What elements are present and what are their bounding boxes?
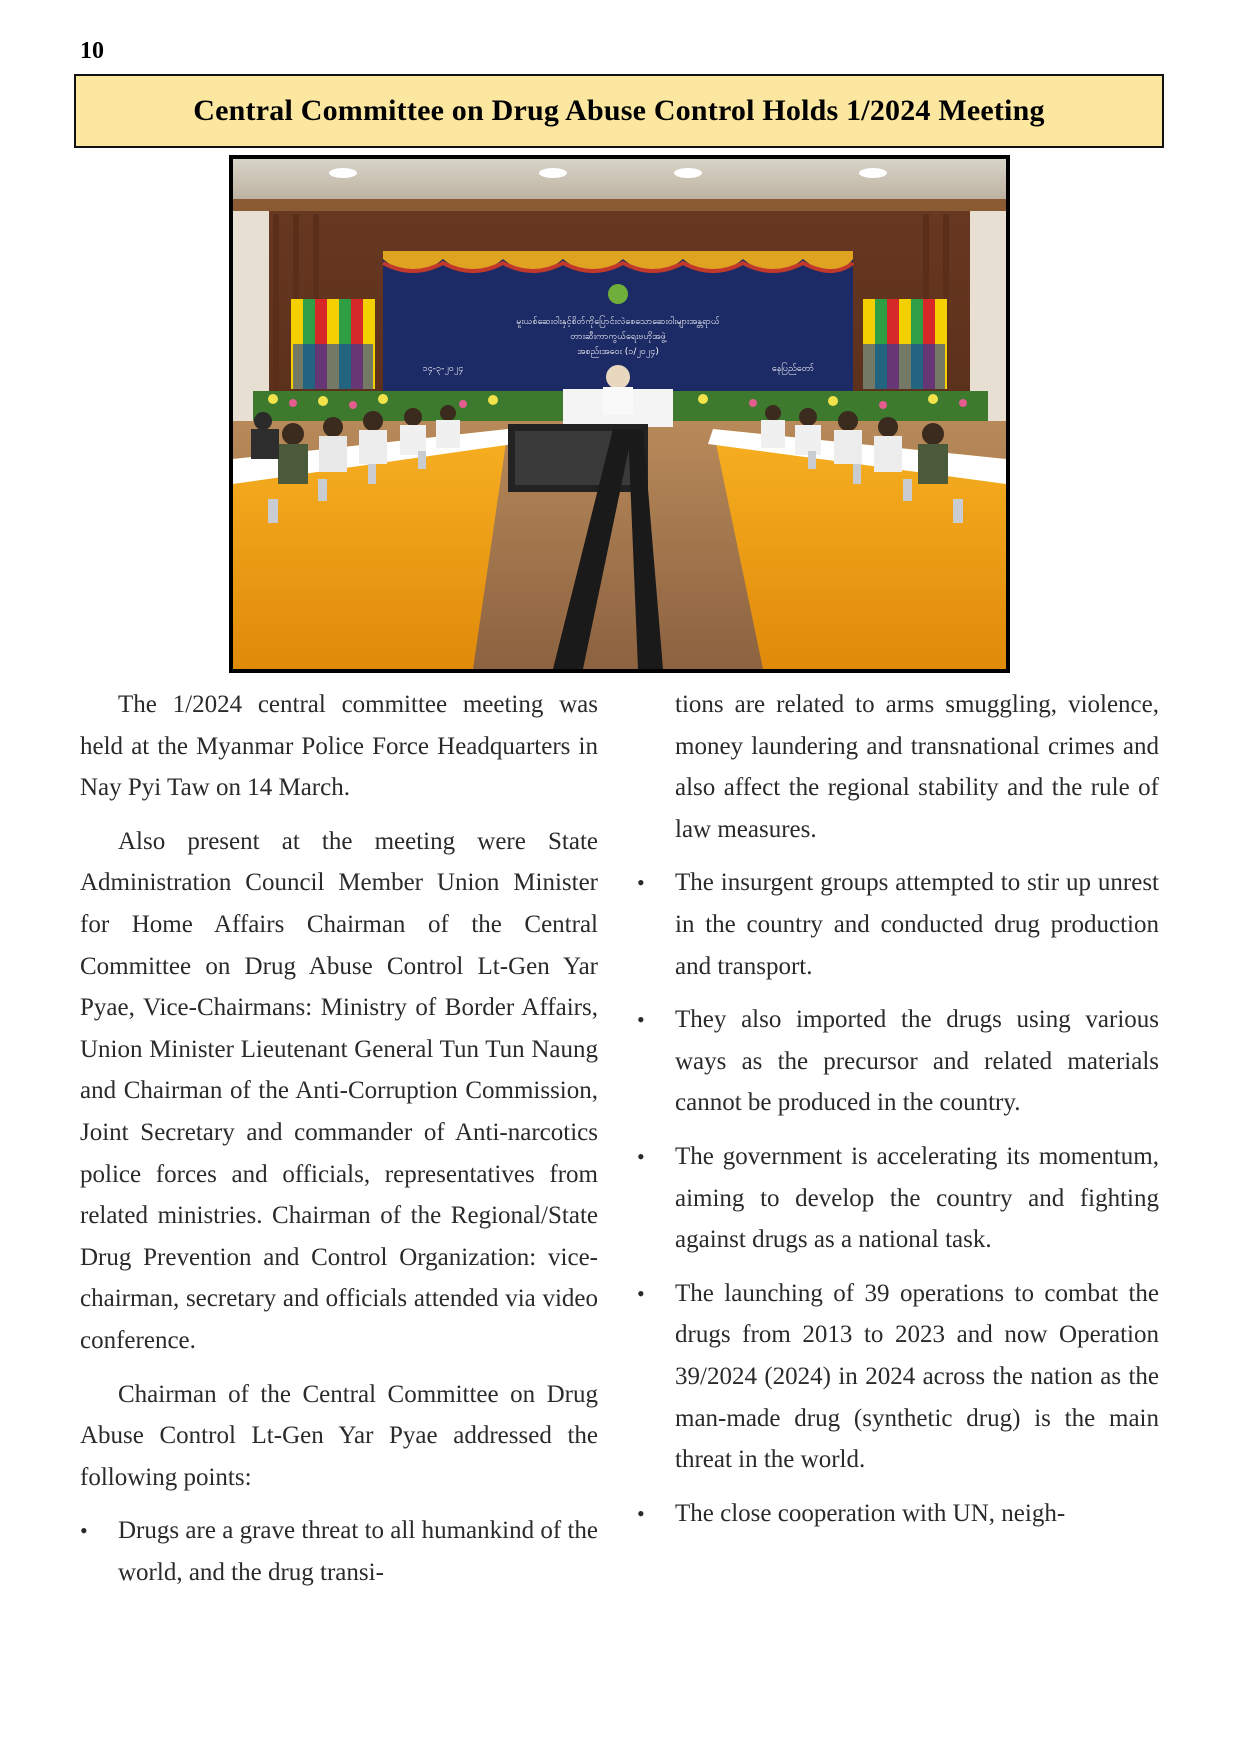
bullet-icon: • <box>637 1007 645 1033</box>
list-item <box>637 1493 1159 1535</box>
list-item <box>637 1136 1159 1261</box>
title-banner <box>74 74 1164 148</box>
banner-date: ၁၄-၃-၂၀၂၄ <box>422 364 464 374</box>
bullet-icon: • <box>80 1518 88 1544</box>
list-item <box>637 999 1159 1124</box>
paragraph-continuation: tions are related to arms smuggling, violence, money laundering and transnational crimes and also affect the regional stability and the rule of law measures. <box>675 691 1159 843</box>
list-item <box>637 862 1159 987</box>
banner-line-1: မူးယစ်ဆေးဝါးနှင့်စိတ်ကိုပြောင်းလဲစေသောဆေးဝါးများအန္တရာယ် <box>516 317 720 327</box>
bullet-icon: • <box>637 1280 645 1306</box>
paragraph-meeting: The 1/2024 central committee meeting was held at the Myanmar Police Force Headquarters in Nay Pyi Taw on 14 March. <box>80 691 598 802</box>
paragraph-chairman: Chairman of the Central Committee on Drug Abuse Control Lt-Gen Yar Pyae addressed the following points: <box>80 1380 598 1491</box>
banner-line-2: တားဆီးကာကွယ်ရေးဗဟိုအဖွဲ့ <box>570 332 666 342</box>
list-item-text: They also imported the drugs using various ways as the precursor and related materials cannot be produced in the country. <box>675 1006 1159 1117</box>
flags-right <box>863 299 947 389</box>
right-column <box>637 684 1159 1546</box>
list-item-text: The close cooperation with UN, neigh- <box>675 1499 1066 1527</box>
list-item <box>637 1273 1159 1481</box>
list-item-text: The launching of 39 operations to combat the drugs from 2013 to 2023 and now Operation 39/2024 (2024) in 2024 across the nation as the man-made drug (synthetic drug) is the main threat in the world. <box>675 1279 1159 1474</box>
list-item <box>80 1510 598 1593</box>
meeting-photo <box>229 155 1010 673</box>
bullet-icon: • <box>637 1143 645 1169</box>
banner-line-3: အစည်းအဝေး (၁/၂၀၂၄) <box>577 347 659 357</box>
article-title: Central Committee on Drug Abuse Control Holds 1/2024 Meeting <box>193 94 1045 127</box>
list-item-text: The insurgent groups attempted to stir up unrest in the country and conducted drug production and transport. <box>675 869 1159 980</box>
bullet-icon: • <box>637 870 645 896</box>
bullet-icon: • <box>637 1500 645 1526</box>
paragraph-attendees: Also present at the meeting were State Administration Council Member Union Minister for Home Affairs Chairman of the Central Committee on Drug Abuse Control Lt-Gen Yar Pyae, Vice-Chairmans: Ministry of Border Affairs, Union Minister Lieutenant General Tun Tun Naung and Chairman of the Anti-Corruption Commission, Joint Secretary and commander of Anti-narcotics police forces and officials, representatives from related ministries. Chairman of the Regional/State Drug Prevention and Control Organization: vice-chairman, secretary and officials attended via video conference. <box>80 827 598 1354</box>
meeting-photo-illustration <box>233 159 1006 669</box>
points-list-left <box>80 1510 598 1593</box>
banner-place: နေပြည်တော် <box>771 364 815 374</box>
page-number: 10 <box>80 38 104 64</box>
points-list-right <box>637 862 1159 1534</box>
left-column <box>80 684 598 1605</box>
flags-left <box>291 299 375 389</box>
list-item-text: Drugs are a grave threat to all humankind of the world, and the drug transi- <box>118 1517 598 1586</box>
list-item-text: The government is accelerating its momentum, aiming to develop the country and fighting against drugs as a national task. <box>675 1142 1159 1254</box>
